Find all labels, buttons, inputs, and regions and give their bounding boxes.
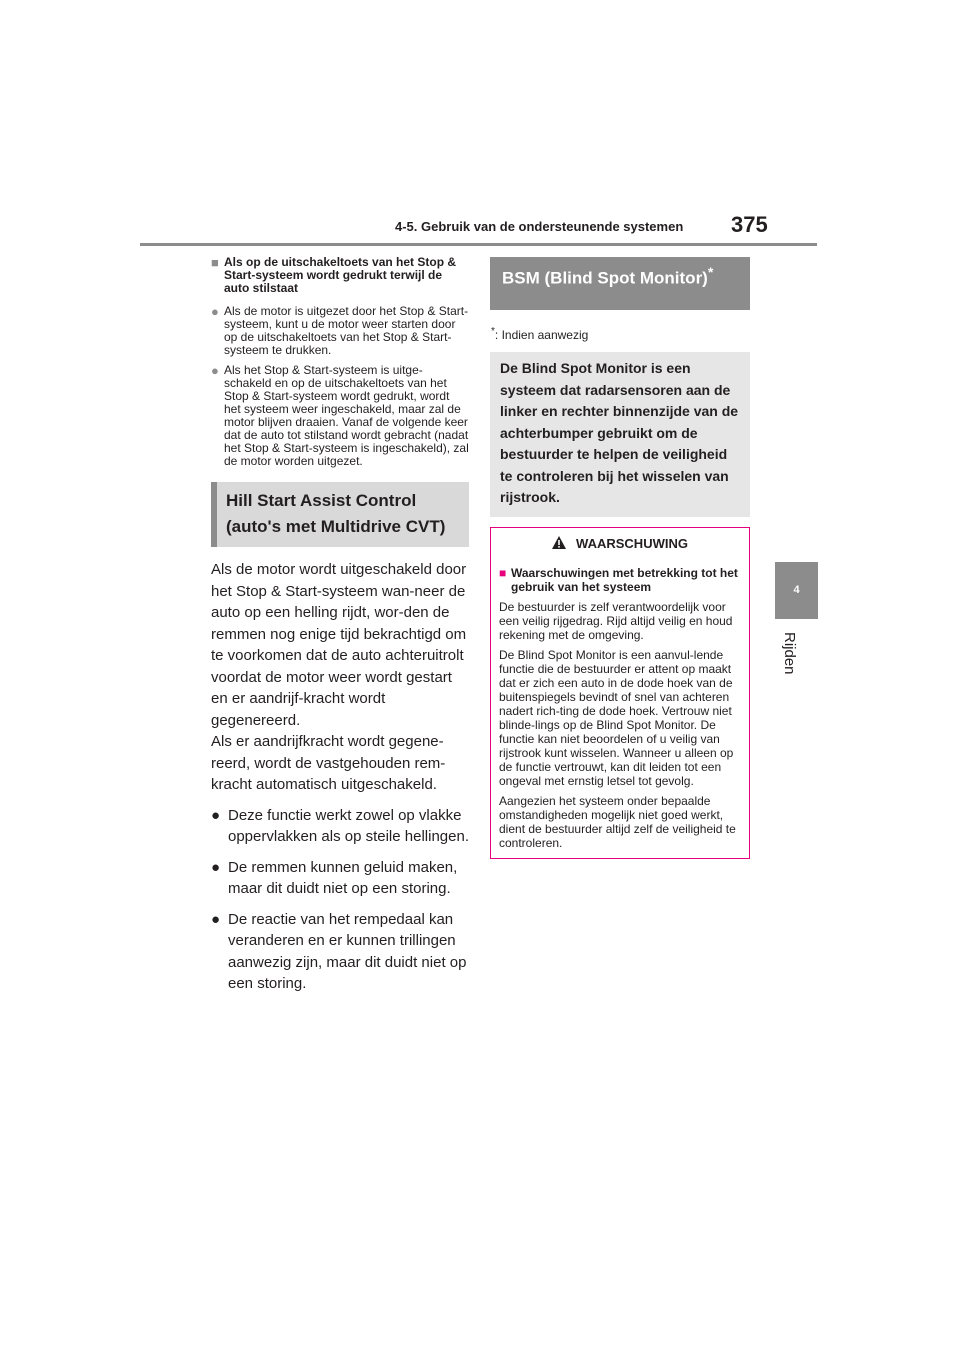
bullet-icon: ● — [211, 858, 221, 876]
warning-box — [490, 527, 750, 859]
note-item — [211, 364, 469, 468]
list-item — [211, 857, 469, 900]
intro-box: De Blind Spot Monitor is een systeem dat radarsensoren aan de linker en rechter binnenzijde van de achterbumper gebruikt om de bestuurder te helpen de veiligheid te controleren bij het wisselen van rijstrook. — [490, 352, 750, 517]
note-heading-text: Als op de uitschakeltoets van het Stop & Start-systeem wordt gedrukt terwijl de auto stilstaat — [224, 255, 457, 295]
left-column — [211, 256, 469, 995]
paragraph: Als er aandrijfkracht wordt gegene-reerd, wordt de vastgehouden rem-kracht automatisch uitgeschakeld. — [211, 733, 446, 793]
chapter-label: Rijden — [781, 632, 798, 675]
warning-paragraph: De bestuurder is zelf verantwoordelijk voor een veilig rijgedrag. Rijd altijd veilig en houd rekening met de omgeving. — [499, 599, 733, 642]
warning-subheading-text: Waarschuwingen met betrekking tot het gebruik van het systeem — [511, 565, 738, 594]
warning-content — [491, 560, 749, 850]
page-number: 375 — [731, 212, 768, 237]
right-column — [490, 257, 750, 859]
warning-subheading — [499, 566, 741, 594]
circle-bullet-icon: ● — [211, 363, 219, 378]
bullet-icon: ● — [211, 806, 221, 824]
list-item-text: Deze functie werkt zowel op vlakke oppervlakken als op steile hellingen. — [228, 806, 469, 845]
note-item-text: Als de motor is uitgezet door het Stop & Start-systeem, kunt u de motor weer starten door op de uitschakeltoets van het Stop & Start-systeem te drukken. — [224, 304, 469, 357]
section-heading-hill-start: Hill Start Assist Control (auto's met Multidrive CVT) — [211, 482, 469, 547]
list-item-text: De remmen kunnen geluid maken, maar dit duidt niet op een storing. — [228, 858, 458, 897]
note-heading — [211, 256, 469, 295]
section-heading-bsm — [490, 257, 750, 310]
list-item — [211, 805, 469, 848]
footnote — [491, 326, 750, 342]
note-item — [211, 305, 469, 357]
header-divider — [140, 243, 817, 246]
bullet-icon: ● — [211, 910, 221, 928]
footnote-marker: * — [707, 265, 714, 281]
paragraph: Als de motor wordt uitgeschakeld door het Stop & Start-systeem wan-neer de auto op een helling rijdt, wor-den de remmen nog enige tijd bekrachtigd om te voorkomen dat de auto achteruitrolt voordat de motor weer wordt gestart en er aandrijf-kracht wordt gegenereerd. — [211, 561, 467, 729]
circle-bullet-icon: ● — [211, 304, 219, 319]
square-bullet-icon: ■ — [499, 565, 507, 580]
list-item — [211, 909, 469, 995]
warning-title-text: WAARSCHUWING — [576, 535, 688, 551]
warning-icon — [552, 536, 566, 549]
section-title: 4-5. Gebruik van de ondersteunende systemen — [395, 219, 684, 234]
footnote-marker: * — [491, 326, 495, 337]
chapter-tab: 4 — [775, 562, 818, 619]
section-heading-text: BSM (Blind Spot Monitor) — [502, 268, 708, 288]
square-bullet-icon: ■ — [211, 255, 219, 270]
list-item-text: De reactie van het rempedaal kan veranderen en er kunnen trillingen aanwezig zijn, maar dit duidt niet op een storing. — [228, 910, 467, 992]
warning-title — [491, 528, 749, 560]
warning-paragraph: Aangezien het systeem onder bepaalde omstandigheden mogelijk niet goed werkt, dient de bestuurder altijd zelf de veiligheid te controleren. — [499, 793, 736, 850]
footnote-text: : Indien aanwezig — [494, 328, 589, 342]
warning-paragraph: De Blind Spot Monitor is een aanvul-lende functie die de bestuurder er attent op maakt dat er zich een auto in de dode hoek van de buitenspiegels bevindt of snel van achteren nadert rich-ting de dode hoek. Vertrouw niet blinde-lings op de Blind Spot Monitor. De functie kan niet beoordelen of u veilig van rijstrook kunt wisselen. Wanneer u alleen op de functie vertrouwt, kan dit leiden tot een ongeval met ernstig letsel tot gevolg. — [499, 647, 734, 788]
note-item-text: Als het Stop & Start-systeem is uitge-schakeld en op de uitschakeltoets van het Stop & Start-systeem wordt gedrukt, wordt het systeem weer ingeschakeld, maar zal de motor blijven draaien. Vanaf de volgende keer dat de auto tot stilstand wordt gebracht (nadat het Stop & Start-systeem is ingeschakeld), zal de motor worden uitgezet. — [224, 363, 469, 468]
